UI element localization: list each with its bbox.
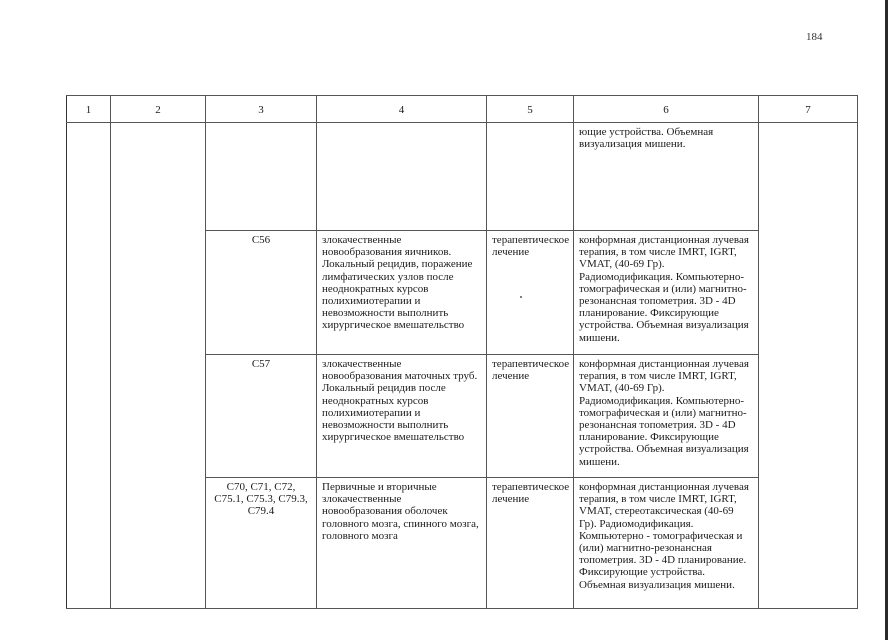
diagnosis-cell: злокачественные новообразования яичников. Локальный рецидив, поражение лимфатических узлов после неоднократных курсов полихимиотерапии и невозможности выполнить хирургическое вмешательство — [317, 231, 487, 355]
treatment-type-cell — [487, 123, 574, 231]
table-row — [67, 123, 858, 231]
treatment-type-cell: терапевтическое лечение — [487, 355, 574, 478]
treatment-method-cell: ющие устройства. Объемная визуализация мишени. — [574, 123, 759, 231]
column-header: 3 — [206, 96, 317, 123]
diagnosis-code-cell — [206, 123, 317, 231]
table-cell-1 — [67, 123, 111, 609]
treatment-method-cell: конформная дистанционная лучевая терапия, в том числе IMRT, IGRT, VMAT, стереотаксическая (40-69 Гр). Радиомодификация. Компьютерно - томографическая и (или) магнитно-резонансная топометрия. 3D - 4D планирование. Фиксирующие устройства. Объемная визуализация мишени. — [574, 478, 759, 609]
column-header: 4 — [317, 96, 487, 123]
treatment-type-cell: терапевтическое лечение — [487, 478, 574, 609]
table-header-row — [67, 96, 858, 123]
diagnosis-cell: Первичные и вторичные злокачественные новообразования оболочек головного мозга, спинного мозга, головного мозга — [317, 478, 487, 609]
table-cell-7 — [759, 123, 858, 609]
medical-procedures-table — [66, 95, 858, 609]
treatment-method-cell: конформная дистанционная лучевая терапия, в том числе IMRT, IGRT, VMAT, (40-69 Гр). Радиомодификация. Компьютерно-томографическая и (или) магнитно-резонансная топометрия. 3D - 4D планирование. Фиксирующие устройства. Объемная визуализация мишени. — [574, 355, 759, 478]
table-cell-2 — [111, 123, 206, 609]
column-header: 2 — [111, 96, 206, 123]
column-header: 1 — [67, 96, 111, 123]
diagnosis-code-cell: C56 — [206, 231, 317, 355]
diagnosis-code-cell: C70, C71, C72, C75.1, C75.3, C79.3, C79.4 — [206, 478, 317, 609]
diagnosis-code-cell: C57 — [206, 355, 317, 478]
diagnosis-cell — [317, 123, 487, 231]
scan-speck — [520, 296, 522, 298]
diagnosis-cell: злокачественные новообразования маточных труб. Локальный рецидив после неоднократных курсов полихимиотерапии и невозможности выполнить хирургическое вмешательство — [317, 355, 487, 478]
treatment-method-cell: конформная дистанционная лучевая терапия, в том числе IMRT, IGRT, VMAT, (40-69 Гр). Радиомодификация. Компьютерно-томографическая и (или) магнитно-резонансная топометрия. 3D - 4D планирование. Фиксирующие устройства. Объемная визуализация мишени. — [574, 231, 759, 355]
column-header: 7 — [759, 96, 858, 123]
treatment-type-cell: терапевтическое лечение — [487, 231, 574, 355]
column-header: 5 — [487, 96, 574, 123]
column-header: 6 — [574, 96, 759, 123]
page-number: 184 — [806, 31, 823, 43]
